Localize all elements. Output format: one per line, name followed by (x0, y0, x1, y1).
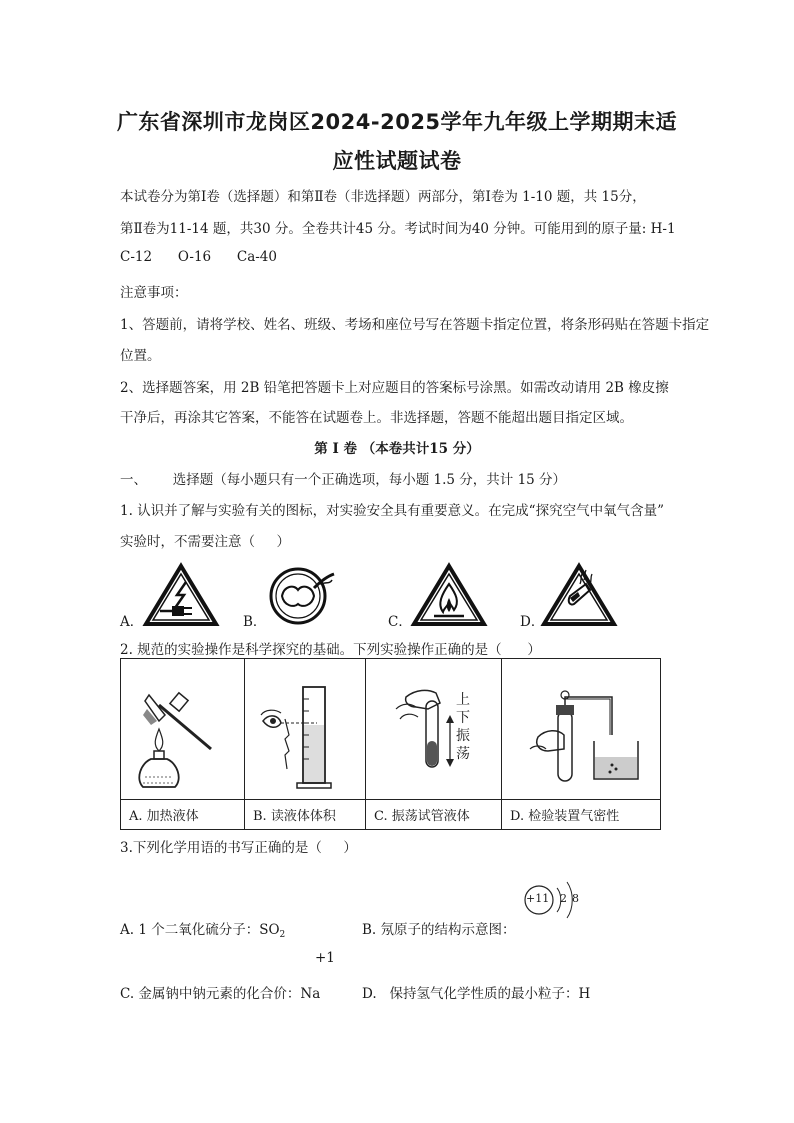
note-1b: 位置。 (120, 348, 161, 364)
title-line-2: 应性试题试卷 (332, 149, 462, 173)
q2-caption-c: C. 振荡试管液体 (366, 800, 502, 830)
note-1a: 1、答题前，请将学校、姓名、班级、考场和座位号写在答题卡指定位置，将条形码贴在答题卡指定 (120, 317, 710, 333)
atomic-structure-diagram (520, 872, 590, 930)
q1-option-c-label: C． (388, 614, 412, 630)
q2-image-d (502, 659, 661, 800)
electric-plug-icon (142, 562, 220, 628)
q2-caption-b: B. 读液体体积 (245, 800, 366, 830)
q3-option-a (120, 918, 285, 940)
q1-stem-line-2: 实验时，不需要注意（ ） (120, 534, 290, 550)
note-2b: 干净后，再涂其它答案，不能答在试题卷上。非选择题，答题不能超出题目指定区域。 (120, 410, 633, 426)
q1-option-d-label: D． (520, 614, 545, 630)
q1-option-b-label: B． (243, 614, 267, 630)
shake-text-4: 荡 (456, 746, 470, 762)
shake-text-3: 振 (456, 728, 470, 744)
note-2a: 2、选择题答案，用 2B 铅笔把答题卡上对应题目的答案标号涂黑。如需改动请用 2B 橡皮擦 (120, 380, 669, 396)
q2-stem: 2. 规范的实验操作是科学探究的基础。下列实验操作正确的是（ ） (120, 642, 541, 658)
shaking-test-tube-icon (366, 659, 502, 799)
q1-option-a-label: A． (120, 614, 144, 630)
q2-caption-d: D. 检验装置气密性 (502, 800, 661, 830)
q2-options-table (120, 658, 661, 830)
q3-stem: 3.下列化学用语的书写正确的是（ ） (120, 840, 357, 856)
part-heading: 一、 选择题（每小题只有一个正确选项，每小题 1.5 分，共计 15 分） (120, 472, 567, 488)
reading-cylinder-icon (245, 659, 366, 799)
nucleus-charge: +11 (526, 892, 550, 905)
intro-line-1: 本试卷分为第Ⅰ卷（选择题）和第Ⅱ卷（非选择题）两部分，第Ⅰ卷为 1-10 题，共 15分， (120, 189, 646, 205)
shake-text-1: 上 (456, 692, 470, 708)
hand-wash-icon (268, 562, 340, 628)
q3-option-b: B. 氖原子的结构示意图： (362, 922, 516, 938)
q1-stem-line-1: 1. 认识并了解与实验有关的图标，对实验安全具有重要意义。在完成“探究空气中氧气含量” (120, 503, 664, 519)
notes-heading: 注意事项： (120, 285, 188, 301)
q3-valence-mark: +1 (315, 950, 335, 966)
intro-line-3: C-12 O-16 Ca-40 (120, 249, 277, 265)
intro-line-2: 第Ⅱ卷为11-14 题，共30 分。全卷共计45 分。考试时间为40 分钟。可能用到的原子量: H-1 (120, 221, 676, 237)
shell-2-electrons: 8 (572, 892, 579, 905)
shake-text-2: 下 (456, 710, 470, 726)
q2-caption-a: A. 加热液体 (121, 800, 245, 830)
section-heading: 第 I 卷 （本卷共计15 分） (314, 441, 480, 457)
q2-image-a (121, 659, 245, 800)
q2-image-c (366, 659, 502, 800)
q3-option-d: D. 保持氢气化学性质的最小粒子：H (362, 986, 591, 1002)
heating-liquid-icon (121, 659, 245, 799)
q3-option-c: C. 金属钠中钠元素的化合价：Na (120, 986, 321, 1002)
open-flame-icon (410, 562, 488, 628)
q3-option-a-text: A. 1 个二氧化硫分子：SO (120, 922, 280, 938)
shell-1-electrons: 2 (560, 892, 567, 905)
airtightness-check-icon (502, 659, 661, 799)
title-line-1: 广东省深圳市龙岗区2024-2025学年九年级上学期期末适 (116, 110, 678, 134)
q2-image-b (245, 659, 366, 800)
hot-test-tube-icon (540, 562, 618, 628)
q3-option-a-subscript: 2 (279, 930, 286, 940)
